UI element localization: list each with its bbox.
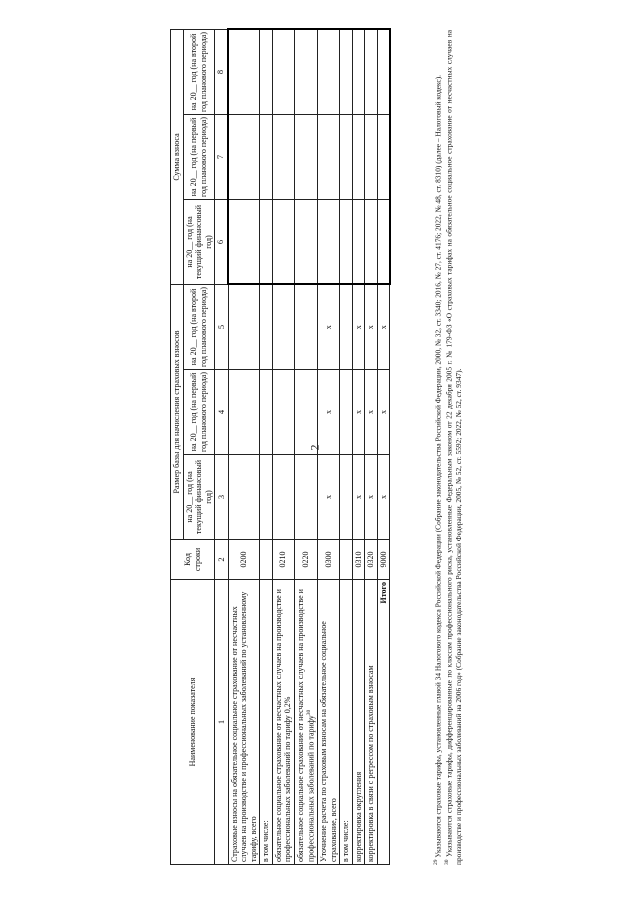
table-row <box>260 29 273 864</box>
header-sum-second-year: на 20__ год (на второй год планового периода) <box>183 29 215 114</box>
sum-value-cell <box>318 200 340 285</box>
sum-value-cell <box>228 200 260 285</box>
base-value-cell: х <box>377 455 390 540</box>
footnote-30 <box>443 30 462 865</box>
sum-value-cell <box>318 29 340 114</box>
base-value-cell <box>228 455 260 540</box>
sum-value-cell <box>352 29 365 114</box>
sum-value-cell <box>365 29 378 114</box>
row-label-text: обязательное социальное страхование от несчастных случаев на производстве и профессиональных заболеваний по тарифу <box>295 589 316 862</box>
row-code <box>340 540 353 580</box>
header-base-current-year: на 20__ год (на текущий финансовый год) <box>183 455 215 540</box>
base-value-cell: х <box>365 285 378 370</box>
page-number: 2 <box>307 444 322 451</box>
row-code: 9000 <box>377 540 390 580</box>
base-value-cell: х <box>352 285 365 370</box>
total-label <box>377 580 390 865</box>
sum-value-cell <box>272 115 294 200</box>
header-sum-group: Сумма взноса <box>171 29 184 284</box>
base-value-cell: х <box>318 455 340 540</box>
row-label <box>318 580 340 865</box>
table-row <box>365 29 378 864</box>
rotated-page-content <box>170 30 463 865</box>
sum-value-cell <box>260 115 273 200</box>
table-row <box>318 29 340 864</box>
base-value-cell <box>340 285 353 370</box>
header-base-second-year: на 20__ год (на второй год планового периода) <box>183 285 215 370</box>
col-number: 3 <box>215 455 229 540</box>
row-label-text: корректировка округления <box>353 771 363 862</box>
row-label <box>294 580 318 865</box>
row-code: 0220 <box>294 540 318 580</box>
table-row <box>352 29 365 864</box>
header-base-group: Размер базы для начисления страховых взносов <box>171 285 184 540</box>
base-value-cell <box>260 370 273 455</box>
total-row <box>377 29 390 864</box>
col-number: 2 <box>215 540 229 580</box>
base-value-cell <box>294 285 318 370</box>
base-value-cell <box>294 455 318 540</box>
sum-value-cell <box>260 200 273 285</box>
sum-value-cell <box>294 29 318 114</box>
header-base-first-year: на 20__ год (на первый год планового периода) <box>183 370 215 455</box>
row-code: 0210 <box>272 540 294 580</box>
base-value-cell <box>260 455 273 540</box>
table-body <box>228 29 390 864</box>
header-code: Код строки <box>171 540 215 580</box>
base-value-cell: х <box>365 455 378 540</box>
sum-value-cell <box>340 200 353 285</box>
row-label <box>272 580 294 865</box>
row-label-text: в том числе: <box>261 820 270 862</box>
sum-value-cell <box>377 200 390 285</box>
row-label-text: Страховые взносы на обязательное социальное страхование от несчастных случаев на производстве и профессиональных заболеваний по установленному тарифу, всего <box>229 591 258 862</box>
table-row <box>340 29 353 864</box>
sum-value-cell <box>228 115 260 200</box>
row-label-text: Уточнение расчета по страховым взносам на обязательное социальное страхование, всего <box>319 621 338 862</box>
col-number: 8 <box>215 29 229 114</box>
sum-value-cell <box>272 200 294 285</box>
base-value-cell: х <box>352 370 365 455</box>
base-value-cell: х <box>352 455 365 540</box>
row-label-text: в том числе: <box>341 820 351 862</box>
col-number: 1 <box>215 580 229 865</box>
row-label-text: корректировка в связи с регрессом по страховым взносам <box>366 665 376 862</box>
base-value-cell <box>272 370 294 455</box>
table-row <box>294 29 318 864</box>
base-value-cell: х <box>318 285 340 370</box>
base-value-cell: х <box>318 370 340 455</box>
footnote-text: Указываются страховые тарифы, дифференцированные по классам профессионального риска, установленные Федеральным законом от 22 декабря 2005 г. № 179-ФЗ «О страховых тарифах на обязательное социальное страхование от несчастных случаев на производстве и профессиональных заболеваний на 2006 год» (Собрание законодательства Российской Федерации, 2005, № 52, ст. 5592; 2022, № 52, ст. 9347). <box>444 30 463 865</box>
col-number: 7 <box>215 115 229 200</box>
col-number: 5 <box>215 285 229 370</box>
row-label <box>228 580 260 865</box>
base-value-cell <box>272 455 294 540</box>
base-value-cell <box>260 285 273 370</box>
footnotes <box>432 30 464 865</box>
row-code <box>260 540 273 580</box>
row-label <box>352 580 365 865</box>
sum-value-cell <box>377 29 390 114</box>
row-label <box>260 580 273 865</box>
base-value-cell <box>228 285 260 370</box>
base-value-cell <box>272 285 294 370</box>
footnote-text: Указываются страховые тарифы, установленные главой 34 Налогового кодекса Российской Федерации (Собрание законодательства Российской Федерации, 2000, № 32, ст. 3340; 2016, № 27, ст. 4176; 2022, № 48, ст. 8310) (далее – Налоговый кодекс). <box>433 75 443 858</box>
table-row <box>228 29 260 864</box>
footnote-marker: 30 <box>444 859 451 865</box>
footnote-marker: 30 <box>306 709 312 716</box>
row-label-text: Итого <box>378 582 388 604</box>
sum-value-cell <box>294 115 318 200</box>
sum-value-cell <box>294 200 318 285</box>
header-sum-current-year: на 20__ год (на текущий финансовый год) <box>183 200 215 285</box>
sum-value-cell <box>365 115 378 200</box>
row-code: 0300 <box>318 540 340 580</box>
base-value-cell: х <box>365 370 378 455</box>
table-row <box>272 29 294 864</box>
sum-value-cell <box>318 115 340 200</box>
row-label <box>340 580 353 865</box>
row-label <box>365 580 378 865</box>
header-sum-first-year: на 20__ год (на первый год планового периода) <box>183 115 215 200</box>
base-value-cell <box>340 370 353 455</box>
base-value-cell <box>294 370 318 455</box>
sum-value-cell <box>352 200 365 285</box>
col-number: 6 <box>215 200 229 285</box>
sum-value-cell <box>365 200 378 285</box>
sum-value-cell <box>340 29 353 114</box>
sum-value-cell <box>377 115 390 200</box>
header-row-1 <box>171 29 184 864</box>
contributions-table <box>170 28 391 865</box>
base-value-cell <box>340 455 353 540</box>
col-number: 4 <box>215 370 229 455</box>
row-code: 0320 <box>365 540 378 580</box>
column-number-row <box>215 29 229 864</box>
sum-value-cell <box>340 115 353 200</box>
footnote-marker: 29 <box>433 859 439 865</box>
row-code: 0310 <box>352 540 365 580</box>
base-value-cell: х <box>377 285 390 370</box>
footnote-29 <box>432 30 442 865</box>
sum-value-cell <box>228 29 260 114</box>
header-indicator: Наименование показателя <box>171 580 215 865</box>
base-value-cell: х <box>377 370 390 455</box>
sum-value-cell <box>272 29 294 114</box>
sum-value-cell <box>260 29 273 114</box>
row-code: 0200 <box>228 540 260 580</box>
row-label-text: обязательное социальное страхование от несчастных случаев на производстве и профессиональных заболеваний по тарифу 0,2% <box>273 589 292 862</box>
base-value-cell <box>228 370 260 455</box>
sum-value-cell <box>352 115 365 200</box>
